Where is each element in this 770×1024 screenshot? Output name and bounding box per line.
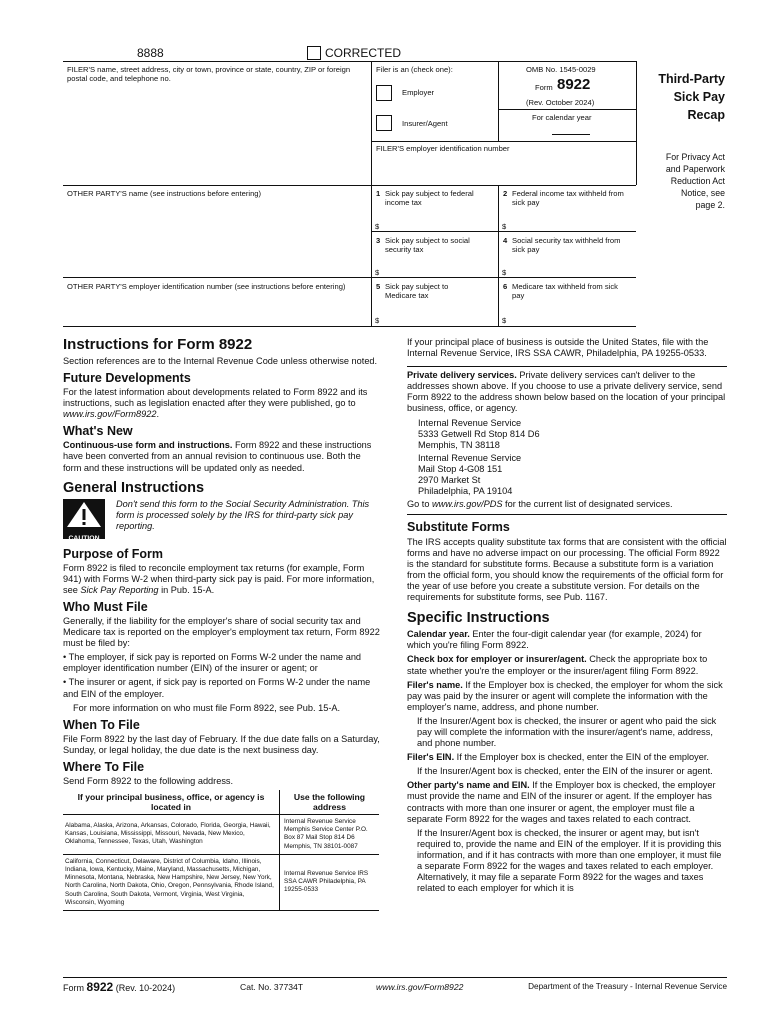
whatsnew-heading: What's New [63, 424, 133, 439]
employer-checkbox[interactable] [376, 85, 392, 101]
privacy-line5: page 2. [695, 200, 725, 210]
right-column [407, 337, 727, 897]
goto-pds: Go to www.irs.gov/PDS for the current list of designated services. [407, 498, 673, 509]
pds-link[interactable]: www.irs.gov/PDS [432, 498, 503, 509]
box2-number: 2 [503, 189, 508, 198]
future-heading: Future Developments [63, 371, 191, 386]
calendar-year-paragraph: Calendar year. Enter the four-digit calendar year (for example, 2024) for which you're filing Form 8922. [407, 629, 702, 651]
table-address: Internal Revenue Service IRS SSA CAWR Philadelphia, PA 19255-0533 [280, 854, 380, 910]
who-bullet-2: • The insurer or agent, if sick pay is reported on Forms W-2 under the name and EIN of the employer. [63, 677, 371, 699]
purpose-paragraph: Form 8922 is filed to reconcile employment tax returns (for example, Form 941) with Forms W-2 when third-party sick pay is paid. For more information, see Sick Pay Reporting in Pub. 15-A. [63, 562, 375, 595]
footer-form-number: 8922 [86, 980, 114, 994]
private-delivery-paragraph: Private delivery services. Private delivery services can't deliver to the addresses shown above. If you choose to use a private delivery service, send Form 8922 to the address shown below based on the location of your principal business, office, or agency. [407, 370, 726, 414]
revision-date: (Rev. October 2024) [526, 98, 595, 107]
insurer-checkbox[interactable] [376, 115, 392, 131]
where-heading: Where To File [63, 759, 145, 774]
calendar-year-label: For calendar year [532, 113, 592, 122]
box2-label: Federal income tax withheld from sick pay [512, 189, 624, 208]
box3-dollar: $ [375, 268, 380, 277]
caution-block [63, 499, 381, 543]
footer-form: Form 8922 (Rev. 10-2024) [63, 980, 176, 994]
box3-number: 3 [376, 236, 381, 245]
whatsnew-paragraph: Continuous-use form and instructions. Form 8922 and these instructions have been converted from an annual revision to continuous use. Both the form and these instructions will be updated only as needed. [63, 440, 372, 473]
box6-number: 6 [503, 282, 508, 291]
outside-us-paragraph: If your principal place of business is outside the United States, file with the Internal Revenue Service, IRS SSA CAWR, Philadelphia, PA 19255-0533. [407, 337, 709, 359]
filer-ein-label: FILER'S employer identification number [376, 144, 510, 153]
left-column [63, 336, 381, 911]
future-paragraph: For the latest information about developments related to Form 8922 and its instructions, such as legislation enacted after they were published, go to www.irs.gov/Form8922. [63, 387, 368, 420]
check-box-paragraph: Check box for employer or insurer/agent. Check the appropriate box to state whether you're the employer or the insurer/agent filing Form 8922. [407, 654, 708, 676]
who-paragraph: Generally, if the liability for the employer's share of social security tax and Medicare tax is reported on the employer's employment tax return, Form 8922 must be filed by: [63, 615, 380, 649]
substitute-heading: Substitute Forms [407, 519, 510, 534]
form-title-line1: Third-Party [658, 72, 725, 86]
who-more: For more information on who must file Form 8922, see Pub. 15-A. [73, 702, 341, 713]
box4-label: Social security tax withheld from sick pay [512, 236, 621, 255]
privacy-line4: Notice, see [680, 188, 725, 198]
privacy-line3: Reduction Act [670, 176, 725, 186]
where-table [63, 790, 379, 911]
future-link[interactable]: www.irs.gov/Form8922 [63, 409, 157, 420]
box1-label: Sick pay subject to federal income tax [385, 189, 474, 208]
where-paragraph: Send Form 8922 to the following address. [63, 775, 234, 786]
form-number: 8922 [557, 76, 591, 93]
filer-name-label: FILER'S name, street address, city or town, province or state, country, ZIP or foreign postal code, and telephone no. [67, 65, 351, 84]
insurer-label: Insurer/Agent [402, 119, 448, 128]
filer-name-paragraph-2: If the Insurer/Agent box is checked, the insurer or agent who paid the sick pay will complete the information with the insurer/agent's name, address, and phone number. [417, 715, 717, 749]
filer-name-paragraph: Filer's name. If the Employer box is checked, the employer for whom the sick pay was paid by the insurer or agent will complete the information with the employer's name, address, and phone number. [407, 679, 723, 712]
address-1: Internal Revenue Service 5333 Getwell Rd Stop 814 D6 Memphis, TN 38118 [418, 417, 540, 450]
box3-label: Sick pay subject to social security tax [385, 236, 470, 255]
who-heading: Who Must File [63, 599, 148, 614]
box1-number: 1 [376, 189, 381, 198]
caution-icon [63, 499, 105, 542]
privacy-line2: and Paperwork [665, 164, 725, 174]
table-row [63, 814, 379, 854]
form-title-line2: Sick Pay [673, 90, 725, 104]
where-table-header-2: Use the following address [280, 790, 380, 815]
corrected-label: CORRECTED [325, 46, 402, 60]
privacy-line1: For Privacy Act [665, 152, 725, 162]
form-title-line3: Recap [687, 108, 725, 122]
box5-number: 5 [376, 282, 381, 291]
other-party-ein-label: OTHER PARTY'S employer identification number (see instructions before entering) [67, 282, 346, 291]
table-row [63, 854, 379, 910]
corrected-checkbox[interactable] [307, 46, 321, 60]
calendar-year-field[interactable] [552, 134, 590, 135]
footer-url[interactable]: www.irs.gov/Form8922 [376, 982, 464, 992]
address-2: Internal Revenue Service Mail Stop 4-G08 151 2970 Market St Philadelphia, PA 19104 [418, 452, 522, 496]
when-heading: When To File [63, 717, 140, 732]
box4-dollar: $ [502, 268, 507, 277]
general-heading: General Instructions [63, 479, 205, 496]
box4-number: 4 [503, 236, 508, 245]
who-bullet-1: • The employer, if sick pay is reported on Forms W-2 under the name and employer identification number (EIN) of the insurer or agent; or [63, 652, 362, 674]
table-states: California, Connecticut, Delaware, District of Columbia, Idaho, Illinois, Indiana, Iowa, Kentucky, Maine, Maryland, Massachusetts, Michigan, Minnesota, Montana, Nebraska, New Hampshire, New Jersey, New York, North Carolina, North Dakota, Ohio, Oregon, Pennsylvania, Rhode Island, South Carolina, South Dakota, Vermont, Virginia, West Virginia, Wisconsin, Wyoming [63, 854, 280, 910]
void-label: 8888 [137, 46, 164, 60]
where-table-header-1: If your principal business, office, or agency is located in [63, 790, 280, 815]
when-paragraph: File Form 8922 by the last day of February. If the due date falls on a Saturday, Sunday, or legal holiday, the due date is the next business day. [63, 733, 380, 755]
other-party-paragraph: Other party's name and EIN. If the Employer box is checked, the employer must provide the name and EIN of the insurer or agent. If the employer has contracts with more than one insurer or agent, the employer must file a separate Form 8922 for the wages and taxes related to each contract. [407, 780, 716, 824]
box6-dollar: $ [502, 316, 507, 325]
employer-label: Employer [402, 88, 435, 97]
omb-number: OMB No. 1545-0029 [526, 65, 596, 74]
box5-label: Sick pay subject to Medicare tax [385, 282, 449, 301]
section-refs: Section references are to the Internal Revenue Code unless otherwise noted. [63, 356, 378, 366]
instructions-title: Instructions for Form 8922 [63, 336, 253, 353]
box5-dollar: $ [375, 316, 380, 325]
table-states: Alabama, Alaska, Arizona, Arkansas, Colorado, Florida, Georgia, Hawaii, Kansas, Louisiana, Mississippi, Missouri, Nevada, New Mexico, Oklahoma, Tennessee, Texas, Utah, Washington [63, 814, 280, 854]
other-party-name-label: OTHER PARTY'S name (see instructions before entering) [67, 189, 262, 198]
filer-ein-paragraph: Filer's EIN. If the Employer box is checked, enter the EIN of the employer. [407, 752, 709, 763]
table-address: Internal Revenue Service Memphis Service Center P.O. Box 87 Mail Stop 814 D6 Memphis, TN 38101-0087 [280, 814, 380, 854]
caution-label: CAUTION [68, 534, 100, 542]
substitute-paragraph: The IRS accepts quality substitute tax forms that are consistent with the official forms and have no adverse impact on our processing. The official Form 8922 is the standard for substitute forms. Because a substitute form is a variation from the official form, you should know the requirements of the official form for the year of use before you create a substitute version. For details on the requirements for substitute forms, see Pub. 1167. [407, 536, 727, 603]
form-word: Form [535, 83, 553, 92]
purpose-heading: Purpose of Form [63, 546, 164, 561]
specific-heading: Specific Instructions [407, 610, 550, 627]
footer-dept: Department of the Treasury - Internal Revenue Service [528, 982, 727, 991]
filer-ein-paragraph-2: If the Insurer/Agent box is checked, enter the EIN of the insurer or agent. [417, 766, 713, 777]
box2-dollar: $ [502, 222, 507, 231]
footer-cat-no: Cat. No. 37734T [240, 982, 304, 992]
filer-is-label: Filer is an (check one): [376, 65, 453, 74]
box1-dollar: $ [375, 222, 380, 231]
other-party-paragraph-2: If the Insurer/Agent box is checked, the insurer or agent may, but isn't required to, provide the name and EIN of the employer. If it is providing this information, and if it has contracts with more than one employer, it must file a separate Form 8922 for the wages and taxes related to each employer. Alternatively, it may file a separate Form 8922 for the wages and taxes related to each employer for which it is [417, 827, 722, 894]
box6-label: Medicare tax withheld from sick pay [512, 282, 618, 301]
caution-text: Don't send this form to the Social Security Administration. This form is processed solely by the IRS for third-party sick pay reporting. [116, 498, 370, 531]
